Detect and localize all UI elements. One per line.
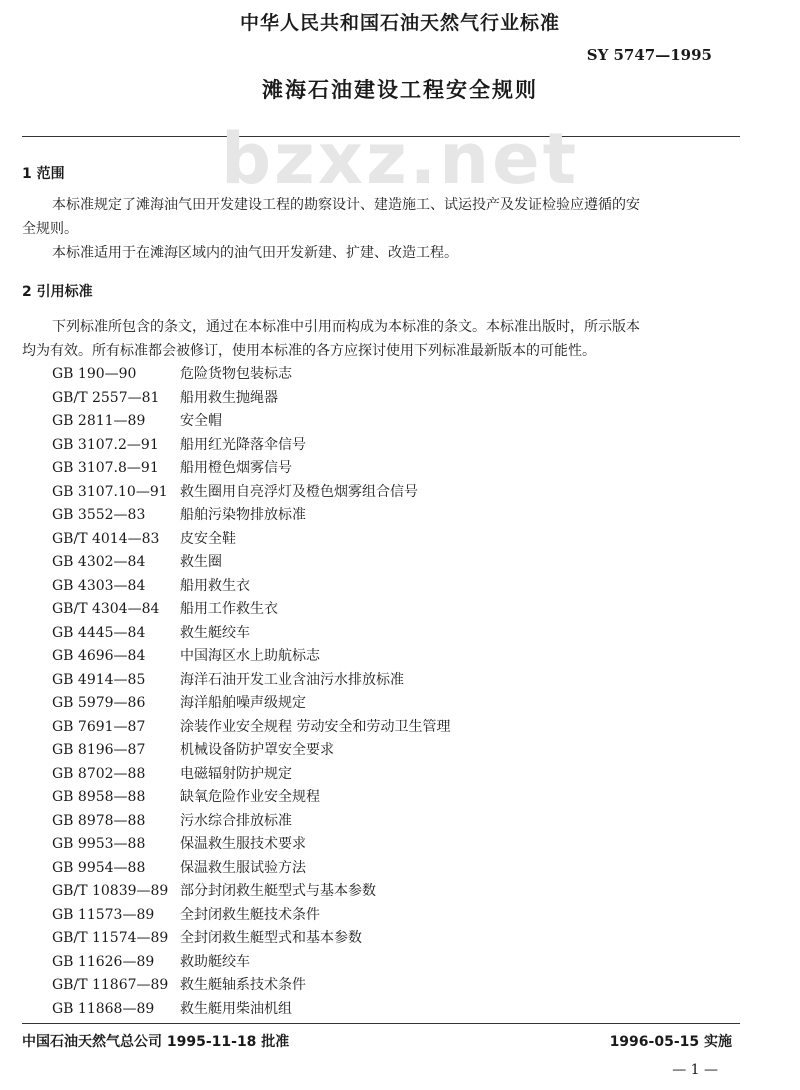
reference-code: GB 190—90 [52, 366, 137, 382]
reference-title: 涂装作业安全规程 劳动安全和劳动卫生管理 [180, 718, 451, 735]
standard-code: SY 5747—1995 [586, 46, 712, 64]
reference-code: GB 8196—87 [52, 742, 146, 758]
reference-item [52, 622, 250, 642]
reference-title: 污水综合排放标准 [180, 812, 292, 829]
reference-title: 保温救生服试验方法 [180, 859, 306, 876]
reference-title: 船用橙色烟雾信号 [180, 460, 292, 476]
reference-item [52, 880, 376, 900]
reference-code: GB 2811—89 [52, 413, 146, 429]
reference-code: GB 4696—84 [52, 648, 146, 664]
reference-item [52, 951, 250, 971]
reference-title: 救生艇绞车 [180, 624, 250, 641]
reference-item [52, 645, 320, 665]
reference-title: 船舶污染物排放标准 [180, 507, 306, 523]
reference-item [52, 974, 306, 994]
reference-code: GB 4303—84 [52, 577, 146, 594]
reference-item [52, 786, 320, 806]
reference-item [52, 434, 306, 454]
section-2-heading: 2 引用标准 [22, 284, 93, 300]
reference-code: GB 11573—89 [52, 906, 155, 923]
reference-item [52, 739, 334, 759]
approval-line: 中国石油天然气总公司 1995-11-18 批准 [22, 1034, 290, 1050]
issuer-heading: 中华人民共和国石油天然气行业标准 [239, 12, 560, 34]
reference-title: 全封闭救生艇技术条件 [180, 906, 320, 923]
reference-code: GB/T 4304—84 [52, 601, 160, 617]
reference-title: 救生圈 [180, 554, 222, 570]
watermark: bzxz.net [220, 118, 580, 200]
reference-title: 船用红光降落伞信号 [180, 436, 306, 453]
reference-code: GB 8958—88 [52, 789, 146, 805]
reference-item [52, 481, 418, 501]
reference-item [52, 457, 292, 477]
reference-title: 船用工作救生衣 [180, 601, 278, 617]
reference-item [52, 410, 222, 430]
reference-item [52, 551, 222, 571]
reference-code: GB 8702—88 [52, 765, 146, 782]
reference-title: 电磁辐射防护规定 [180, 765, 292, 782]
scope-paragraph-line-2: 全规则。 [22, 221, 78, 237]
reference-code: GB 3107.10—91 [52, 483, 168, 500]
reference-item [52, 669, 404, 689]
reference-item [52, 692, 306, 712]
references-intro-line-1: 下列标准所包含的条文，通过在本标准中引用而构成为本标准的条文。本标准出版时，所示版本 [52, 319, 640, 335]
reference-item [52, 716, 450, 736]
reference-title: 皮安全鞋 [180, 530, 236, 547]
reference-item [52, 904, 320, 924]
reference-item [52, 504, 306, 524]
reference-title: 救助艇绞车 [180, 953, 250, 970]
reference-item [52, 528, 236, 548]
reference-title: 安全帽 [180, 413, 222, 429]
reference-code: GB 5979—86 [52, 695, 146, 711]
reference-title: 海洋石油开发工业含油污水排放标准 [180, 671, 404, 688]
reference-code: GB 3107.8—91 [52, 460, 159, 476]
reference-title: 救生圈用自亮浮灯及橙色烟雾组合信号 [180, 483, 418, 500]
reference-code: GB 7691—87 [52, 718, 146, 735]
reference-item [52, 575, 250, 595]
reference-title: 船用救生抛绳器 [180, 389, 278, 406]
reference-code: GB 8978—88 [52, 812, 146, 829]
section-1-heading: 1 范围 [22, 166, 65, 182]
reference-code: GB 4914—85 [52, 671, 146, 688]
reference-item [52, 833, 306, 853]
reference-item [52, 363, 292, 383]
reference-item [52, 763, 292, 783]
reference-title: 机械设备防护罩安全要求 [180, 742, 334, 758]
reference-code: GB 11868—89 [52, 1000, 155, 1017]
scope-paragraph-line-1: 本标准规定了滩海油气田开发建设工程的勘察设计、建造施工、试运投产及发证检验应遵循的安 [52, 197, 640, 213]
reference-code: GB/T 11867—89 [52, 977, 169, 993]
reference-code: GB/T 10839—89 [52, 883, 169, 899]
reference-item [52, 387, 278, 407]
reference-code: GB 9954—88 [52, 859, 146, 876]
reference-title: 危险货物包装标志 [180, 366, 292, 382]
implementation-date: 1996-05-15 实施 [609, 1034, 732, 1050]
reference-title: 船用救生衣 [180, 577, 250, 594]
reference-code: GB/T 2557—81 [52, 389, 160, 406]
footer-divider [22, 1023, 740, 1024]
reference-title: 部分封闭救生艇型式与基本参数 [180, 883, 376, 899]
reference-title: 中国海区水上助航标志 [180, 648, 320, 664]
reference-code: GB 3107.2—91 [52, 436, 159, 453]
reference-code: GB 3552—83 [52, 507, 146, 523]
reference-item [52, 598, 278, 618]
reference-title: 救生艇轴系技术条件 [180, 977, 306, 993]
references-intro-line-2: 均为有效。所有标准都会被修订，使用本标准的各方应探讨使用下列标准最新版本的可能性。 [22, 343, 596, 359]
reference-code: GB 11626—89 [52, 953, 155, 970]
reference-code: GB 4445—84 [52, 624, 146, 641]
page-number: — 1 — [672, 1062, 718, 1078]
reference-code: GB 9953—88 [52, 836, 146, 852]
reference-title: 救生艇用柴油机组 [180, 1000, 292, 1017]
scope-paragraph-2: 本标准适用于在滩海区域内的油气田开发新建、扩建、改造工程。 [52, 245, 458, 261]
reference-code: GB/T 11574—89 [52, 930, 169, 946]
reference-title: 海洋船舶噪声级规定 [180, 695, 306, 711]
reference-item [52, 998, 292, 1018]
reference-title: 全封闭救生艇型式和基本参数 [180, 930, 362, 946]
reference-code: GB/T 4014—83 [52, 530, 160, 547]
reference-title: 保温救生服技术要求 [180, 836, 306, 852]
reference-item [52, 857, 306, 877]
reference-item [52, 810, 292, 830]
reference-title: 缺氧危险作业安全规程 [180, 789, 320, 805]
reference-code: GB 4302—84 [52, 554, 146, 570]
document-title: 滩海石油建设工程安全规则 [262, 78, 538, 102]
reference-item [52, 927, 362, 947]
